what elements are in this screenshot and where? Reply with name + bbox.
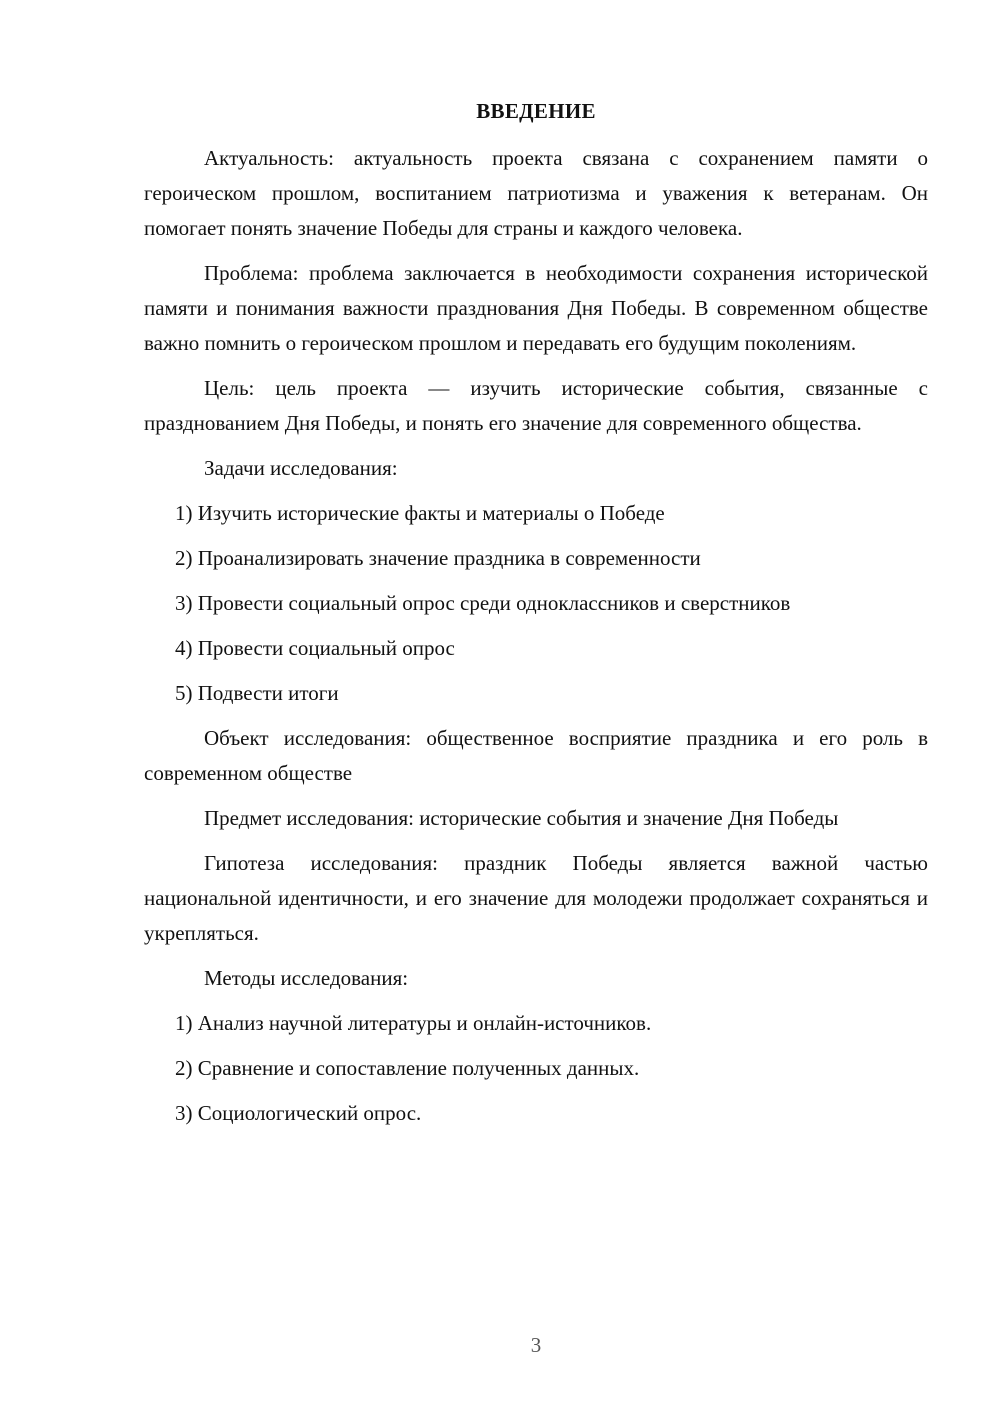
page-number: 3	[530, 1333, 542, 1357]
document-body	[144, 94, 928, 1141]
hypothesis-paragraph: Гипотеза исследования: праздник Победы является важной частью национальной идентичности, и его значение для молодежи продолжает сохраняться и укрепляться.	[144, 851, 928, 945]
relevance-paragraph: Актуальность: актуальность проекта связана с сохранением памяти о героическом прошлом, воспитанием патриотизма и уважения к ветеранам. Он помогает понять значение Победы для страны и каждого человека.	[144, 146, 928, 240]
tasks-list	[144, 496, 928, 711]
goal-paragraph: Цель: цель проекта — изучить исторические события, связанные с празднованием Дня Победы, и понять его значение для современного общества.	[144, 376, 928, 435]
page-title: ВВЕДЕНИЕ	[476, 99, 596, 123]
object-paragraph: Объект исследования: общественное восприятие праздника и его роль в современном обществе	[144, 726, 928, 785]
method-item: 1) Анализ научной литературы и онлайн-источников.	[175, 1011, 652, 1035]
task-item: 5) Подвести итоги	[175, 681, 339, 705]
task-item: 1) Изучить исторические факты и материалы о Победе	[175, 501, 665, 525]
tasks-heading: Задачи исследования:	[204, 456, 398, 480]
task-item: 3) Провести социальный опрос среди одноклассников и сверстников	[175, 591, 791, 615]
task-item: 2) Проанализировать значение праздника в современности	[175, 546, 701, 570]
problem-paragraph: Проблема: проблема заключается в необходимости сохранения исторической памяти и понимания важности празднования Дня Победы. В современном обществе важно помнить о героическом прошлом и передавать его будущим поколениям.	[144, 261, 928, 355]
method-item: 2) Сравнение и сопоставление полученных данных.	[175, 1056, 640, 1080]
subject-paragraph: Предмет исследования: исторические события и значение Дня Победы	[204, 806, 839, 830]
methods-heading: Методы исследования:	[204, 966, 409, 990]
task-item: 4) Провести социальный опрос	[175, 636, 455, 660]
methods-list	[144, 1006, 928, 1131]
method-item: 3) Социологический опрос.	[175, 1101, 422, 1125]
